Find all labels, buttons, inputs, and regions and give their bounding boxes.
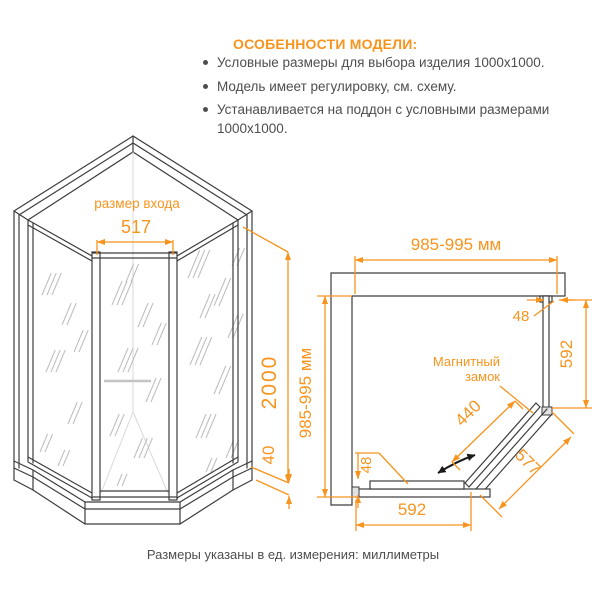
feature-item: Условные размеры для выбора изделия 1000x1000.: [202, 54, 590, 73]
feature-item: Устанавливается на поддон с условными размерами 1000x1000.: [202, 101, 590, 138]
bottom-rail: [355, 489, 490, 497]
feature-item: Модель имеет регулировку, см. схему.: [202, 78, 590, 97]
door-width-dim: 440: [451, 396, 485, 430]
height-dim: 2000: [258, 354, 281, 410]
side-glass-bottom-dim: 592: [397, 500, 427, 519]
units-note: Размеры указаны в ед. измерения: миллиметры: [146, 547, 440, 562]
glass-hatching: [40, 248, 245, 486]
door-post-right: [169, 252, 177, 500]
overall-width-dim: 985-995 мм: [410, 235, 502, 254]
bottom-door-panel: [370, 481, 464, 489]
front-view-drawing: [14, 136, 289, 524]
wall-profile-top-dim: 48: [512, 308, 530, 325]
magnetic-lock-label: Магнитный замок: [432, 354, 500, 385]
right-glass-panel: [543, 296, 549, 409]
door-post-left: [92, 252, 100, 500]
tray-height-dim: 40: [259, 445, 278, 465]
side-glass-right-dim: 592: [557, 339, 576, 369]
entrance-size-label: размер входа: [94, 196, 180, 211]
entrance-width-dim: 517: [120, 217, 152, 237]
overall-depth-dim: 985-995 мм: [296, 347, 315, 439]
diagonal-glass-dim: 577: [511, 445, 545, 479]
features-title: ОСОБЕННОСТИ МОДЕЛИ:: [233, 36, 418, 52]
wall-profile-bottom-dim: 48: [358, 456, 375, 474]
